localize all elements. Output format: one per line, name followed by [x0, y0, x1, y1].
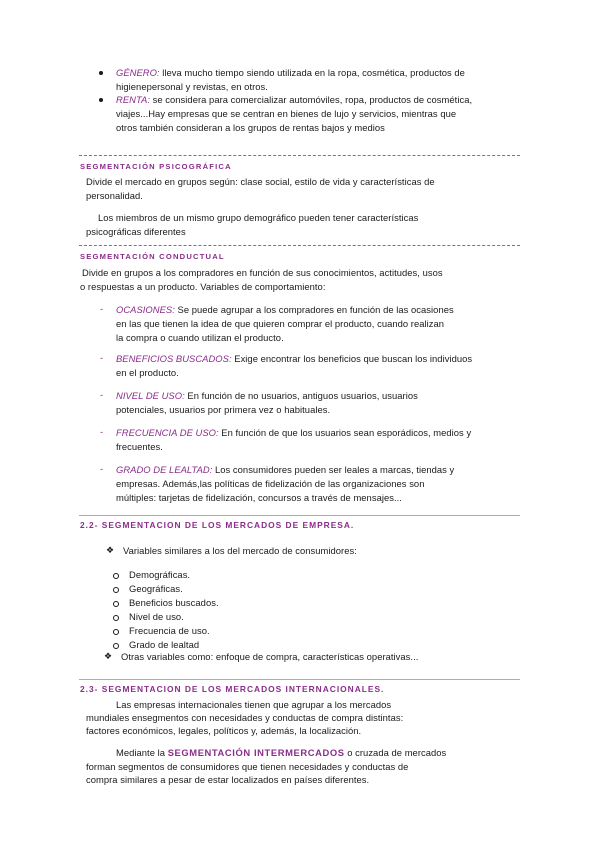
dash-icon: - — [100, 426, 104, 437]
heading-conductual: SEGMENTACIÓN CONDUCTUAL — [80, 252, 225, 261]
empresa-item: Demográficas. — [129, 569, 191, 580]
frecuencia-line2: frecuentes. — [116, 441, 163, 452]
lealtad-line1 — [116, 463, 454, 477]
dash-icon: - — [100, 389, 104, 400]
ocasiones-line2: en las que tienen la idea de que quieren comprar el producto, cuando realizan — [116, 318, 445, 329]
inter-p2-pre: Mediante la — [116, 747, 168, 758]
lealtad-text: Los consumidores pueden ser leales a marcas, tiendas y — [212, 464, 455, 475]
empresa-item: Geográficas. — [129, 583, 183, 594]
circle-bullet-icon — [113, 587, 119, 593]
dash-icon: - — [100, 352, 104, 363]
inter-p1-line1: Las empresas internacionales tienen que agrupar a los mercados — [116, 699, 392, 710]
diamond-bullet-icon: ❖ — [106, 545, 115, 555]
circle-bullet-icon — [113, 643, 119, 649]
conductual-intro-line2: o respuestas a un producto. Variables de comportamiento: — [80, 281, 326, 292]
bullet-renta-line2: viajes...Hay empresas que se centran en bienes de lujo y servicios, mientras que — [116, 108, 457, 119]
heading-empresa: 2.2- SEGMENTACION DE LOS MERCADOS DE EMPRESA. — [80, 520, 355, 530]
bullet-icon — [99, 71, 103, 75]
heading-internacional: 2.3- SEGMENTACION DE LOS MERCADOS INTERNACIONALES. — [80, 684, 385, 694]
beneficios-text: Exige encontrar los beneficios que buscan los individuos — [231, 353, 473, 364]
empresa-item: Grado de lealtad — [129, 639, 200, 650]
renta-text: se considera para comercializar automóviles, ropa, productos de cosmética, — [149, 94, 473, 105]
lealtad-line2: empresas. Además,las políticas de fidelización de las organizaciones son — [116, 478, 425, 489]
nivel-line1 — [116, 389, 418, 403]
psico-p2-line1: Los miembros de un mismo grupo demográfico pueden tener características — [98, 212, 419, 223]
nivel-line2: potenciales, usuarios por primera vez o habituales. — [116, 404, 331, 415]
term-nivel: NIVEL DE USO: — [116, 390, 185, 401]
section-divider — [79, 245, 520, 246]
term-intermercados: SEGMENTACIÓN INTERMERCADOS — [167, 747, 345, 758]
dash-icon: - — [100, 463, 104, 474]
empresa-lead: Variables similares a los del mercado de consumidores: — [123, 545, 357, 556]
inter-p1-line3: factores económicos, legales, políticos y, además, la localización. — [86, 725, 362, 736]
term-renta: RENTA: — [116, 94, 150, 105]
frecuencia-line1 — [116, 426, 471, 440]
frecuencia-text: En función de que los usuarios sean esporádicos, medios y — [218, 427, 472, 438]
section-divider — [79, 679, 520, 680]
circle-bullet-icon — [113, 601, 119, 607]
inter-p2-line3: compra similares a pesar de estar localizados en países diferentes. — [86, 774, 370, 785]
bullet-icon — [99, 98, 103, 102]
lealtad-line3: múltiples: tarjetas de fidelización, concursos a través de mensajes... — [116, 492, 402, 503]
term-genero: GÉNERO: — [116, 67, 160, 78]
empresa-item: Beneficios buscados. — [129, 597, 219, 608]
ocasiones-text: Se puede agrupar a los compradores en función de las ocasiones — [174, 304, 454, 315]
psico-p2-line2: psicográficas diferentes — [86, 226, 186, 237]
section-divider — [79, 155, 520, 156]
psico-p1-line1: Divide el mercado en grupos según: clase social, estilo de vida y características de — [86, 176, 435, 187]
ocasiones-line3: la compra o cuando utilizan el producto. — [116, 332, 284, 343]
bullet-renta-line1 — [116, 93, 472, 107]
bullet-renta-line3: otros también consideran a los grupos de rentas bajos y medios — [116, 122, 385, 133]
beneficios-line1 — [116, 352, 472, 366]
empresa-other: Otras variables como: enfoque de compra, características operativas... — [121, 651, 419, 662]
empresa-item: Nivel de uso. — [129, 611, 184, 622]
empresa-item: Frecuencia de uso. — [129, 625, 210, 636]
bullet-genero-line1 — [116, 66, 465, 80]
section-divider — [79, 515, 520, 516]
term-beneficios: BENEFICIOS BUSCADOS: — [116, 353, 232, 364]
circle-bullet-icon — [113, 573, 119, 579]
inter-p2-post: o cruzada de mercados — [344, 747, 447, 758]
ocasiones-line1 — [116, 303, 454, 317]
term-frecuencia: FRECUENCIA DE USO: — [116, 427, 219, 438]
genero-text: lleva mucho tiempo siendo utilizada en la ropa, cosmética, productos de — [159, 67, 465, 78]
term-ocasiones: OCASIONES: — [116, 304, 175, 315]
inter-p2-line1 — [116, 746, 446, 760]
inter-p1-line2: mundiales ensegmentos con necesidades y conductas de compra distintas: — [86, 712, 404, 723]
conductual-intro-line1: Divide en grupos a los compradores en función de sus conocimientos, actitudes, usos — [82, 267, 443, 278]
diamond-bullet-icon: ❖ — [104, 651, 113, 661]
circle-bullet-icon — [113, 629, 119, 635]
psico-p1-line2: personalidad. — [86, 190, 143, 201]
bullet-genero-line2: higienepersonal y revistas, en otros. — [116, 81, 268, 92]
inter-p2-line2: forman segmentos de consumidores que tienen necesidades y conductas de — [86, 761, 409, 772]
beneficios-line2: en el producto. — [116, 367, 179, 378]
heading-psicografica: SEGMENTACIÓN PSICOGRÁFICA — [80, 162, 232, 171]
nivel-text: En función de no usuarios, antiguos usuarios, usuarios — [184, 390, 418, 401]
term-lealtad: GRADO DE LEALTAD: — [116, 464, 213, 475]
circle-bullet-icon — [113, 615, 119, 621]
dash-icon: - — [100, 303, 104, 314]
